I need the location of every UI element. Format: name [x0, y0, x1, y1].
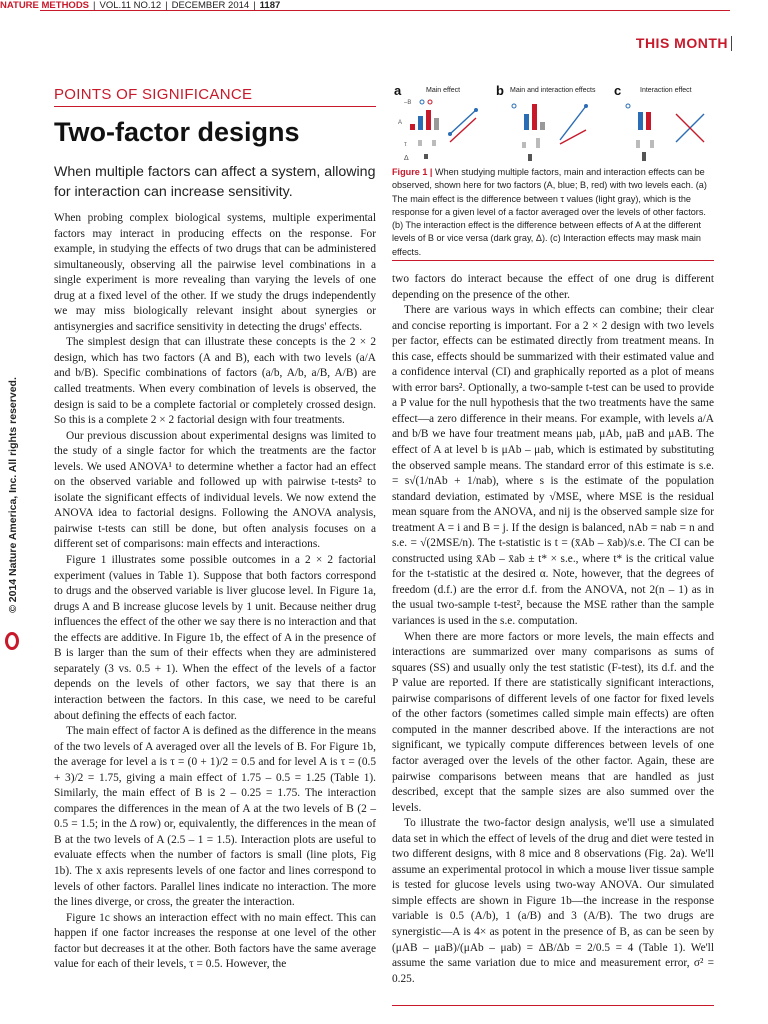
bar [646, 112, 651, 130]
paragraph: When probing complex biological systems, multiple experimental factors may interact in producing effects on the response. For example, in studying the effects of two drugs that can be administered simultaneously, observing all the pairwise level combinations in a single experiment is more revealing than varying the levels of one drug at a fixed level of the other. If we study the drugs independently we may miss biologically relevant insight about synergies or antisynergies and sacrifice sensitivity in detecting the drugs' effects. [54, 212, 376, 333]
paragraph: two factors do interact because the effect of one drug is different depending on the presence of the other. [392, 273, 714, 301]
delta-label: Δ [404, 155, 409, 162]
caption-rule [392, 260, 714, 261]
footer-volume: VOL.11 NO.12 [99, 0, 162, 11]
body-column-2 [392, 272, 714, 987]
bar [532, 104, 537, 130]
axis-label-b: –B [404, 100, 412, 106]
body-column-1 [54, 211, 376, 973]
paragraph: To illustrate the two-factor design analysis, we'll use a simulated data set in which the effect of levels of the drug and diet were tested in two different designs, with 8 mice and 8 observations (Fig. 2a). We'll assume an experimental protocol in which a mouse liver tissue sample is tested for glucose levels using two-way ANOVA. Our simulated simple effects are shown in Figure 1b—the increase in the response variable is 0.5 (A/b), 1 (a/B) and 3 (A/B). The two drugs are synergistic—A is 4× as potent in the presence of B, as can be seen by (μAB – μaB)/(μAb – μab) = ΔB/Δb = 2/0.5 = 4 (Table 1). We'll assume the same variation due to mice and measurement error, σ² = 0.25. [392, 817, 714, 985]
panel-letter-a: a [394, 83, 402, 98]
article-subtitle: When multiple factors can affect a system, allowing for interaction can increase sensitivity. [54, 164, 376, 200]
panel-letter-b: b [496, 83, 504, 98]
footer-journal: NATURE METHODS [0, 0, 90, 11]
top-bar [40, 0, 730, 8]
bar [426, 110, 431, 130]
panel-a-plot [398, 100, 478, 162]
bar [524, 114, 529, 130]
tau-bar [418, 140, 422, 146]
marker [474, 108, 478, 112]
axis-label-a: A [398, 120, 403, 126]
marker [448, 132, 452, 136]
bar [434, 118, 439, 130]
panel-c-plot [626, 104, 704, 161]
marker [512, 104, 516, 108]
footer-page-number: 1187 [259, 0, 281, 11]
tau-bar [636, 140, 640, 148]
section-tag-divider [731, 36, 732, 51]
interaction-line [560, 130, 586, 144]
bar [638, 112, 643, 130]
column-label-rule [54, 106, 376, 107]
tau-bar [522, 142, 526, 148]
figure-caption [392, 166, 714, 259]
copyright-notice [6, 370, 20, 620]
marker [626, 104, 630, 108]
footer-rule [392, 1005, 714, 1006]
interaction-line [560, 106, 586, 140]
panel-title-a: Main effect [426, 87, 461, 94]
figure-caption-text: When studying multiple factors, main and interaction effects can be observed, shown here for two factors (A, blue; B, red) with two levels each. (a) The main effect is the difference between τ values (light gray), which is the response for a given level of a factor averaged over the levels of other factors. (b) The interaction effect is the difference between effects of A at the different levels of B or vice versa (dark gray, Δ). (c) Interaction effects may mask main effects. [392, 167, 707, 257]
npg-logo-icon [3, 630, 21, 652]
figure-caption-label: Figure 1 | [392, 167, 433, 177]
delta-bar [528, 154, 532, 161]
marker [584, 104, 588, 108]
page-title: Two-factor designs [54, 117, 300, 147]
bar [540, 122, 545, 130]
tau-label: τ [404, 141, 407, 148]
section-tag: THIS MONTH [635, 35, 728, 51]
paragraph: Our previous discussion about experimental designs was limited to the study of a single factor for which the treatments are the factor levels. We used ANOVA¹ to determine whether a factor had an effect on the observed variable and followed up with pairwise t-tests² to isolate the significant effects of individual levels. We now extend the ANOVA idea to factorial designs. Following the ANOVA analysis, pairwise t-tests can still be done, but often analysis focuses on a different set of comparisons: main effects and interactions. [54, 429, 376, 551]
panel-title-c: Interaction effect [640, 87, 692, 94]
figure-1 [392, 82, 714, 166]
footer-date: DECEMBER 2014 [171, 0, 250, 11]
column-label: POINTS OF SIGNIFICANCE [54, 86, 253, 103]
copyright-text: © 2014 Nature America, Inc. All rights reserved. [7, 377, 19, 613]
tau-bar [650, 140, 654, 148]
paragraph: When there are more factors or more levels, the main effects and interactions are summarized over many comparisons as sums of squares (SS) and usually only the test statistic (F-test), its d.f. and the P value are reported. If there are statistically significant interactions, pairwise comparisons of different levels of one factor for fixed levels of the other factors (sometimes called simple main effects) are often computed in the manner described above. If the interactions are not significant, we typically compute differences between levels of one factor averaged over the levels of the other factor. Again, these are pairwise comparisons between means that are handled as just described, except that the sample sizes are also summed over the levels. [392, 630, 714, 814]
panel-title-b: Main and interaction effects [510, 87, 596, 94]
paragraph: The main effect of factor A is defined as the difference in the means of the two levels of A averaged over all the levels of B. For Figure 1b, the average for level a is τ = (0 + 1)/2 = 0.5 and for level A is τ = (0.5 + 3)/2 = 1.75, giving a main effect of 1.75 – 0.5 = 1.25 (Table 1). Similarly, the main effect of B is 2 – 0.25 = 1.75. The interaction compares the differences in the mean of A at the two levels of B (2 – 0.5 = 1.5; in the Δ row) or, equivalently, the differences in the mean of B at the two levels of A (2.5 – 1 = 1.5). Interaction plots are useful to evaluate effects when the number of factors is small (line plots, Fig 1b). The x axis represents levels of one factor and lines correspond to levels of other factors. Parallel lines indicate no interaction. The more the lines diverge, or cross, the greater the interaction. [54, 725, 376, 909]
paragraph: Figure 1 illustrates some possible outcomes in a 2 × 2 factorial experiment (values in Table 1). Suppose that both factors correspond to drugs and the observed variable is liver glucose level. In Figure 1a, drugs A and B increase glucose levels by 1 unit. Because neither drug influences the effect of the other we say there is no interaction and that the effects are additive. In Figure 1b, the effect of A in the presence of B is larger than the sum of their effects when they are administered separately (3 vs. 0.5 + 1). When the effect of the levels of a factor depends on the levels of other factors, we say that there is an interaction between the factors. In this case, we need to be careful about defining the effects of each factor. [54, 554, 376, 722]
tau-bar [536, 138, 540, 148]
delta-bar [642, 152, 646, 161]
panel-letter-c: c [614, 83, 622, 98]
delta-bar [424, 154, 428, 159]
paragraph: Figure 1c shows an interaction effect with no main effect. This can happen if one factor increases the response at one level of the other factor but decreases it at the other. Both factors have the same average value for each of their levels, τ = 0.5. However, the [54, 911, 376, 971]
panel-b-plot [512, 104, 588, 161]
page-footer: NATURE METHODS | VOL.11 NO.12 | DECEMBER 2014 | 1187 [0, 0, 281, 11]
bar [410, 124, 415, 130]
tau-bar [432, 140, 436, 146]
marker [428, 100, 432, 104]
paragraph: The simplest design that can illustrate these concepts is the 2 × 2 design, which has two factors (A and B), each with two levels (a/A and b/B). Specific combinations of factors (a/b, A/b, a/B, A/B) are called treatments. When every combination of levels is observed, the design is said to be a complete factorial or completely crossed design. So this is a complete 2 × 2 factorial design with four treatments. [54, 336, 376, 427]
bar [418, 116, 423, 130]
marker [420, 100, 424, 104]
paragraph: There are various ways in which effects can combine; their clear and concise reporting is important. For a 2 × 2 design with two levels per factor, effects can be estimated directly from treatment means. In this case, effects should be summarized with their estimated value and a confidence interval (CI) and graphically reported as a plot of means with error bars². Optionally, a two-sample t-test can be used to provide a P value for the null hypothesis that the two treatments have the same effect—a zero difference in their means. For example, with levels a/A and b/B we have four treatment means μab, μAb, μaB and μAB. The effect of A at level b is μAb – μab, which is estimated by substituting the observed sample means. The standard error of this estimate is s.e. = s√(1/nAb + 1/nab), where s is the estimate of the population standard deviation, estimated by √MSE, where MSE is the residual mean square from the ANOVA, and nij is the observed sample size for treatment A = i and B = j. If the design is balanced, nAb = nab = n and s.e. = √(2MSE/n). The t-statistic is t = (x̄Ab – x̄ab)/s.e. The CI can be constructed using x̄Ab – x̄ab ± t* × s.e., where t* is the critical value for the t-statistic at the desired α. Note, however, that the degrees of freedom (d.f.) are the error d.f. from the ANOVA, not 2(n – 1) as in the usual two-sample t-test², because the MSE rather than the sample variances is used in the s.e. computation. [392, 304, 714, 628]
